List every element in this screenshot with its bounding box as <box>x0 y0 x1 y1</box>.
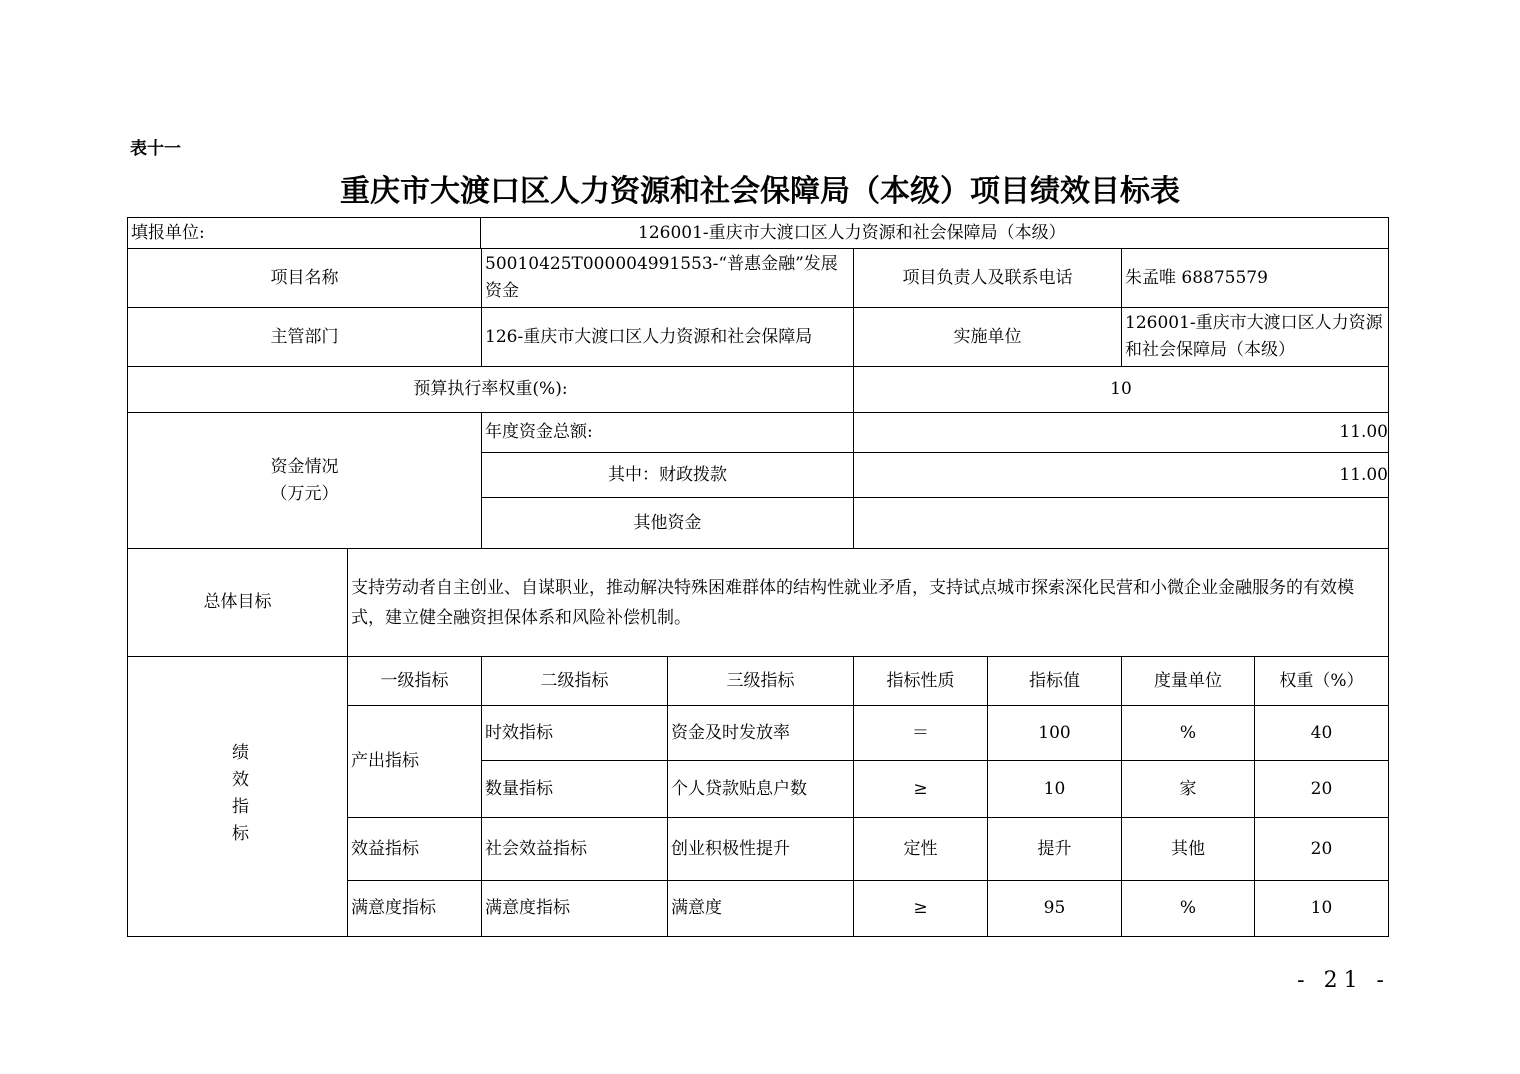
funds-total-value: 11.00 <box>853 412 1389 453</box>
funds-fiscal-label: 其中：财政拨款 <box>481 452 854 498</box>
performance-table <box>128 218 1390 938</box>
fill-unit-label: 填报单位: <box>127 217 481 249</box>
budget-weight-label: 预算执行率权重(%): <box>127 366 854 413</box>
dept-label: 主管部门 <box>127 307 482 367</box>
fill-unit-value: 126001-重庆市大渡口区人力资源和社会保障局（本级） <box>480 217 1389 249</box>
indicator-level2: 时效指标 <box>481 705 668 761</box>
indicator-nature: ≥ <box>853 880 988 937</box>
indicator-level3: 资金及时发放率 <box>667 705 854 761</box>
indicator-unit: % <box>1121 880 1255 937</box>
indicators-label-text: 绩效指标 <box>228 742 248 851</box>
table-number: 表十一 <box>130 139 181 159</box>
indicator-unit: 家 <box>1121 760 1255 818</box>
header-value: 指标值 <box>987 656 1122 706</box>
indicator-level1: 产出指标 <box>347 705 482 818</box>
funds-total-label: 年度资金总额: <box>481 412 854 453</box>
project-name-value: 50010425T000004991553-“普惠金融”发展资金 <box>481 248 854 308</box>
goal-text: 支持劳动者自主创业、自谋职业，推动解决特殊困难群体的结构性就业矛盾，支持试点城市探索深化民营和小微企业金融服务的有效模式，建立健全融资担保体系和风险补偿机制。 <box>347 548 1389 657</box>
indicator-weight: 10 <box>1254 880 1389 937</box>
goal-label: 总体目标 <box>127 548 348 657</box>
funds-label <box>127 412 482 549</box>
indicator-level2: 社会效益指标 <box>481 817 668 881</box>
impl-value: 126001-重庆市大渡口区人力资源和社会保障局（本级） <box>1121 307 1389 367</box>
header-level1: 一级指标 <box>347 656 482 706</box>
page-number: - 21 - <box>1297 968 1390 993</box>
header-level2: 二级指标 <box>481 656 668 706</box>
budget-weight-value: 10 <box>853 366 1389 413</box>
indicator-nature: ＝ <box>853 705 988 761</box>
funds-other-value <box>853 497 1389 549</box>
header-level3: 三级指标 <box>667 656 854 706</box>
indicator-level3: 创业积极性提升 <box>667 817 854 881</box>
funds-other-label: 其他资金 <box>481 497 854 549</box>
indicator-weight: 20 <box>1254 817 1389 881</box>
indicator-nature: 定性 <box>853 817 988 881</box>
header-unit: 度量单位 <box>1121 656 1255 706</box>
dept-value: 126-重庆市大渡口区人力资源和社会保障局 <box>481 307 854 367</box>
impl-label: 实施单位 <box>853 307 1122 367</box>
indicator-unit: 其他 <box>1121 817 1255 881</box>
header-weight: 权重（%） <box>1254 656 1389 706</box>
indicator-weight: 40 <box>1254 705 1389 761</box>
indicator-level2: 数量指标 <box>481 760 668 818</box>
indicators-label <box>127 656 348 937</box>
indicator-level1: 满意度指标 <box>347 880 482 937</box>
indicator-level2: 满意度指标 <box>481 880 668 937</box>
indicator-value: 95 <box>987 880 1122 937</box>
funds-fiscal-value: 11.00 <box>853 452 1389 498</box>
contact-label: 项目负责人及联系电话 <box>853 248 1122 308</box>
indicator-weight: 20 <box>1254 760 1389 818</box>
project-name-label: 项目名称 <box>127 248 482 308</box>
indicator-value: 100 <box>987 705 1122 761</box>
indicator-level3: 满意度 <box>667 880 854 937</box>
contact-value: 朱孟唯 68875579 <box>1121 248 1389 308</box>
page-title: 重庆市大渡口区人力资源和社会保障局（本级）项目绩效目标表 <box>340 174 1180 209</box>
indicator-unit: % <box>1121 705 1255 761</box>
funds-label-line1: 资金情况 <box>270 456 339 477</box>
indicator-value: 提升 <box>987 817 1122 881</box>
indicator-level3: 个人贷款贴息户数 <box>667 760 854 818</box>
indicator-level1: 效益指标 <box>347 817 482 881</box>
header-nature: 指标性质 <box>853 656 988 706</box>
indicator-nature: ≥ <box>853 760 988 818</box>
funds-label-line2: （万元） <box>270 483 339 504</box>
indicator-value: 10 <box>987 760 1122 818</box>
